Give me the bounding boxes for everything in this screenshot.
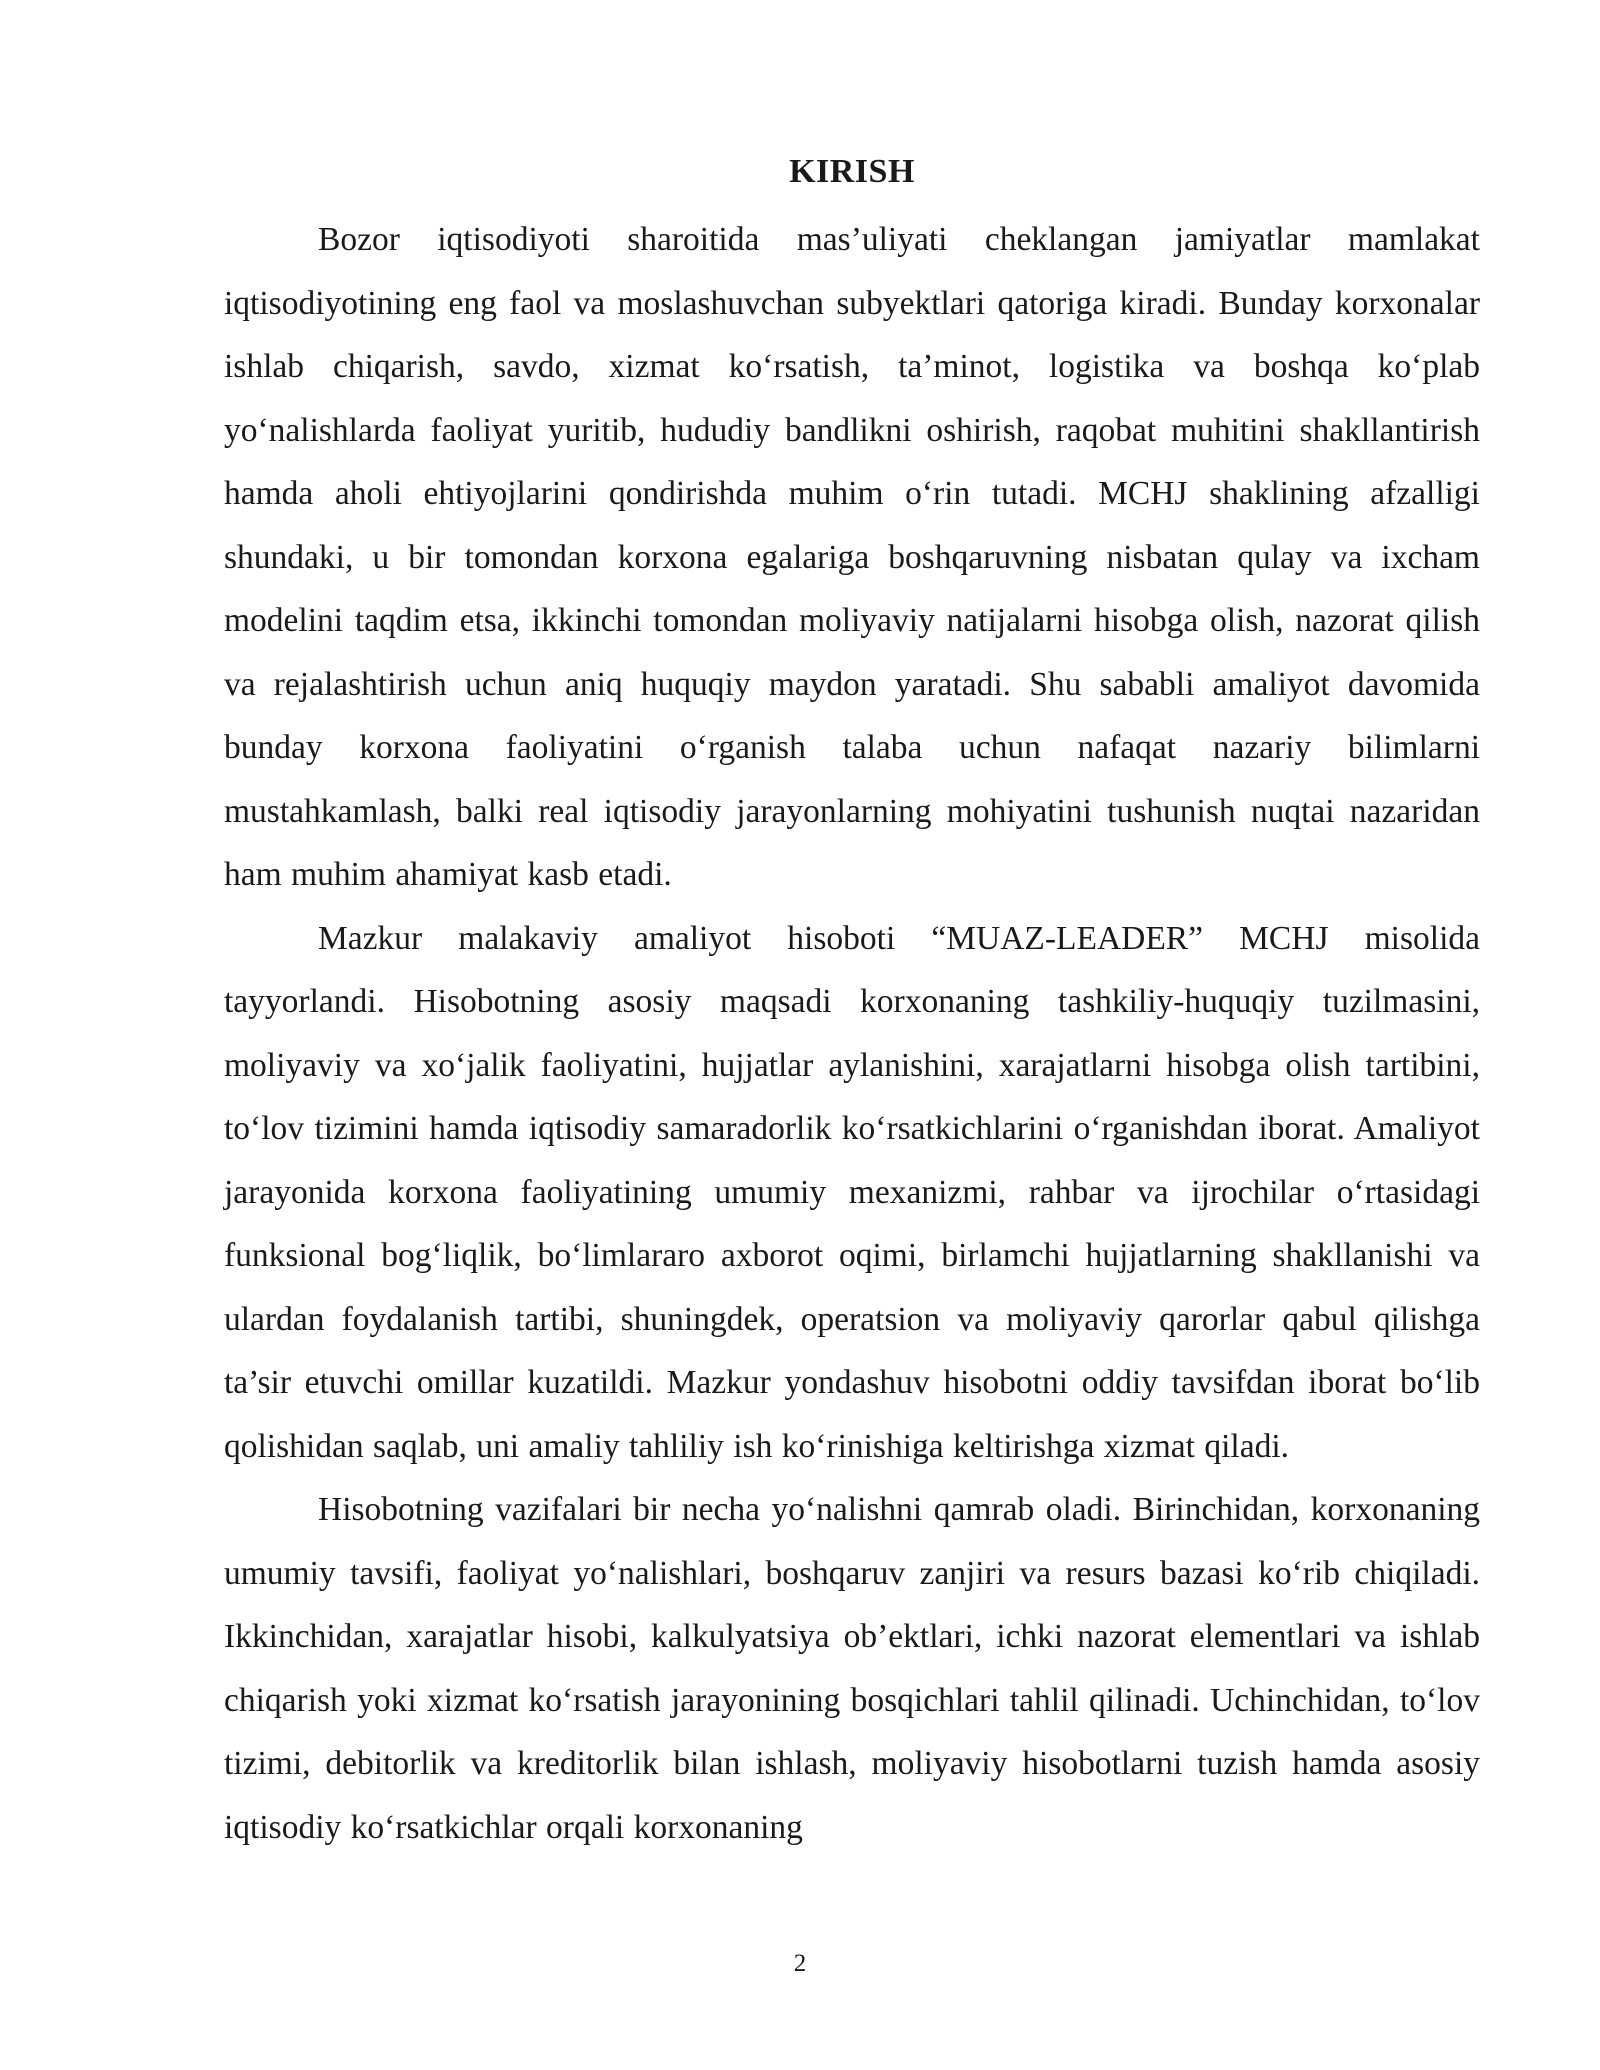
section-title: KIRISH bbox=[789, 153, 915, 190]
paragraph-1: Bozor iqtisodiyoti sharoitida mas’uliyati cheklangan jamiyatlar mamlakat iqtisodiyotining eng faol va moslashuvchan subyektlari qatoriga kiradi. Bunday korxonalar ishlab chiqarish, savdo, xizmat ko‘rsatish, ta’minot, logistika va boshqa ko‘plab yo‘nalishlarda faoliyat yuritib, hududiy bandlikni oshirish, raqobat muhitini shakllantirish hamda aholi ehtiyojlarini qondirishda muhim o‘rin tutadi. MCHJ shaklining afzalligi shundaki, u bir tomondan korxona egalariga boshqaruvning nisbatan qulay va ixcham modelini taqdim etsa, ikkinchi tomondan moliyaviy natijalarni hisobga olish, nazorat qilish va rejalashtirish uchun aniq huquqiy maydon yaratadi. Shu sababli amaliyot davomida bunday korxona faoliyatini o‘rganish talaba uchun nafaqat nazariy bilimlarni mustahkamlash, balki real iqtisodiy jarayonlarning mohiyatini tushunish nuqtai nazaridan ham muhim ahamiyat kasb etadi. bbox=[224, 221, 1480, 893]
page-content bbox=[224, 146, 1480, 1859]
page-number: 2 bbox=[793, 1950, 807, 1977]
paragraph-3: Hisobotning vazifalari bir necha yo‘nalishni qamrab oladi. Birinchidan, korxonaning umumiy tavsifi, faoliyat yo‘nalishlari, boshqaruv zanjiri va resurs bazasi ko‘rib chiqiladi. Ikkinchidan, xarajatlar hisobi, kalkulyatsiya ob’ektlari, ichki nazorat elementlari va ishlab chiqarish yoki xizmat ko‘rsatish jarayonining bosqichlari tahlil qilinadi. Uchinchidan, to‘lov tizimi, debitorlik va kreditorlik bilan ishlash, moliyaviy hisobotlarni tuzish hamda asosiy iqtisodiy ko‘rsatkichlar orqali korxonaning bbox=[224, 1491, 1480, 1846]
paragraph-2: Mazkur malakaviy amaliyot hisoboti “MUAZ-LEADER” MCHJ misolida tayyorlandi. Hisobotning asosiy maqsadi korxonaning tashkiliy-huquqiy tuzilmasini, moliyaviy va xo‘jalik faoliyatini, hujjatlar aylanishini, xarajatlarni hisobga olish tartibini, to‘lov tizimini hamda iqtisodiy samaradorlik ko‘rsatkichlarini o‘rganishdan iborat. Amaliyot jarayonida korxona faoliyatining umumiy mexanizmi, rahbar va ijrochilar o‘rtasidagi funksional bog‘liqlik, bo‘limlararo axborot oqimi, birlamchi hujjatlarning shakllanishi va ulardan foydalanish tartibi, shuningdek, operatsion va moliyaviy qarorlar qabul qilishga ta’sir etuvchi omillar kuzatildi. Mazkur yondashuv hisobotni oddiy tavsifdan iborat bo‘lib qolishidan saqlab, uni amaliy tahliliy ish ko‘rinishiga keltirishga xizmat qiladi. bbox=[224, 919, 1480, 1465]
